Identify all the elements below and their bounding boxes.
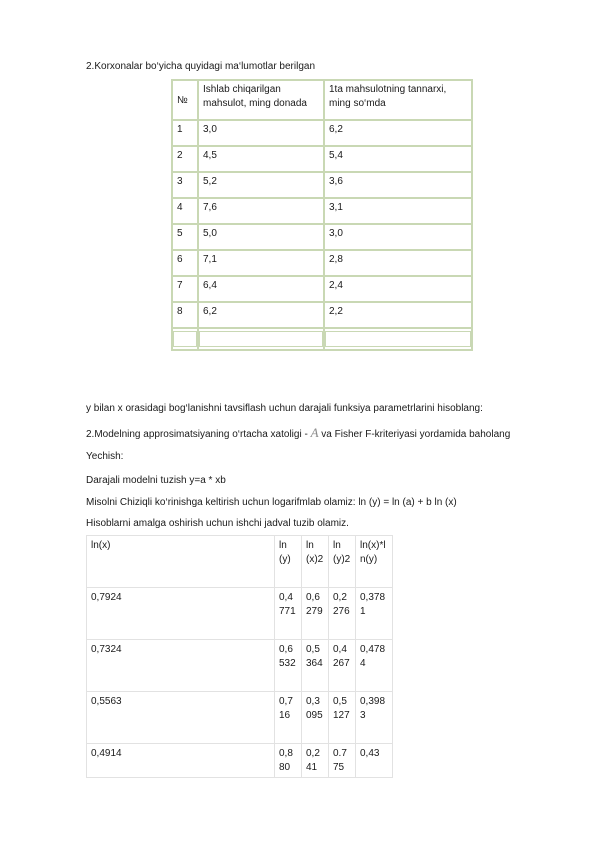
work-table-header-row	[87, 536, 393, 588]
cell-cost: 3,0	[324, 224, 472, 250]
cell-ln-xy: 0,43	[356, 744, 393, 778]
cell-number: 5	[172, 224, 198, 250]
table-row	[172, 146, 472, 172]
cell-ln-y: 0,4771	[275, 588, 302, 640]
table-row	[172, 120, 472, 146]
table-row	[172, 224, 472, 250]
cell-cost: 3,6	[324, 172, 472, 198]
cell-ln-x2: 0,5364	[302, 640, 329, 692]
cell-ln-x: 0,5563	[87, 692, 275, 744]
cell-number: 6	[172, 250, 198, 276]
cell-number: 8	[172, 302, 198, 328]
cell-cost: 2,2	[324, 302, 472, 328]
linearize-text: Misolni Chiziqli ko‘rinishga keltirish uchun logarifmlab olamiz: ln (y) = ln (a) + b ln (x)	[86, 497, 457, 508]
cell-ln-y: 0,880	[275, 744, 302, 778]
cell-ln-x2: 0,3095	[302, 692, 329, 744]
model-text: Darajali modelni tuzish y=a * xb	[86, 475, 226, 486]
task-2-part-a: 2.Modelning approsimatsiyaning o‘rtacha xatoligi -	[86, 429, 311, 440]
empty-cell	[324, 328, 472, 350]
solution-heading: Yechish:	[86, 451, 124, 462]
cell-ln-x2: 0,6279	[302, 588, 329, 640]
cell-ln-y: 0,6532	[275, 640, 302, 692]
table-row	[87, 640, 393, 692]
header-ln-y2: ln(y)2	[329, 536, 356, 588]
task-2-text	[86, 427, 510, 441]
table-row	[172, 198, 472, 224]
empty-cell	[198, 328, 324, 350]
cell-ln-y2: 0,2276	[329, 588, 356, 640]
cell-ln-y2: 0.775	[329, 744, 356, 778]
cell-number: 4	[172, 198, 198, 224]
cell-ln-y2: 0,5127	[329, 692, 356, 744]
cell-ln-y2: 0,4267	[329, 640, 356, 692]
cell-number: 7	[172, 276, 198, 302]
table-empty-row	[172, 328, 472, 350]
table-row	[172, 172, 472, 198]
header-production: Ishlab chiqarilgan mahsulot, ming donada	[198, 80, 324, 120]
table-row	[87, 588, 393, 640]
cell-ln-xy: 0,4784	[356, 640, 393, 692]
table-row	[172, 276, 472, 302]
cell-cost: 2,4	[324, 276, 472, 302]
header-ln-xy: ln(x)*ln(y)	[356, 536, 393, 588]
table-row	[172, 302, 472, 328]
cell-production: 5,2	[198, 172, 324, 198]
cell-production: 7,1	[198, 250, 324, 276]
work-table	[86, 535, 393, 778]
cell-ln-x: 0,7324	[87, 640, 275, 692]
cell-number: 3	[172, 172, 198, 198]
task-1-text: y bilan x orasidagi bog‘lanishni tavsiflash uchun darajali funksiya parametrlarini hisoblang:	[86, 403, 483, 414]
header-cost: 1ta mahsulotning tannarxi, ming so‘mda	[324, 80, 472, 120]
cell-number: 2	[172, 146, 198, 172]
header-ln-y: ln(y)	[275, 536, 302, 588]
table-row	[172, 250, 472, 276]
cell-ln-xy: 0,3983	[356, 692, 393, 744]
cell-cost: 2,8	[324, 250, 472, 276]
cell-production: 6,2	[198, 302, 324, 328]
empty-cell	[172, 328, 198, 350]
cell-cost: 5,4	[324, 146, 472, 172]
cell-production: 3,0	[198, 120, 324, 146]
intro-text: 2.Korxonalar bo‘yicha quyidagi ma‘lumotlar berilgan	[86, 61, 316, 72]
data-table	[171, 79, 473, 351]
cell-production: 5,0	[198, 224, 324, 250]
header-ln-x: ln(x)	[87, 536, 275, 588]
cell-ln-y: 0,716	[275, 692, 302, 744]
cell-cost: 6,2	[324, 120, 472, 146]
cell-production: 7,6	[198, 198, 324, 224]
cell-ln-x: 0,4914	[87, 744, 275, 778]
header-ln-x2: ln(x)2	[302, 536, 329, 588]
cell-production: 6,4	[198, 276, 324, 302]
table-intro-text: Hisoblarni amalga oshirish uchun ishchi jadval tuzib olamiz.	[86, 518, 349, 529]
task-2-part-b: va Fisher F-kriteriyasi yordamida baholang	[318, 429, 511, 440]
table-row	[87, 692, 393, 744]
header-number: №	[172, 80, 198, 120]
average-error-symbol: A	[310, 425, 319, 440]
table-header-row	[172, 80, 472, 120]
cell-production: 4,5	[198, 146, 324, 172]
cell-ln-x: 0,7924	[87, 588, 275, 640]
cell-ln-xy: 0,3781	[356, 588, 393, 640]
cell-number: 1	[172, 120, 198, 146]
cell-cost: 3,1	[324, 198, 472, 224]
cell-ln-x2: 0,241	[302, 744, 329, 778]
table-row	[87, 744, 393, 778]
